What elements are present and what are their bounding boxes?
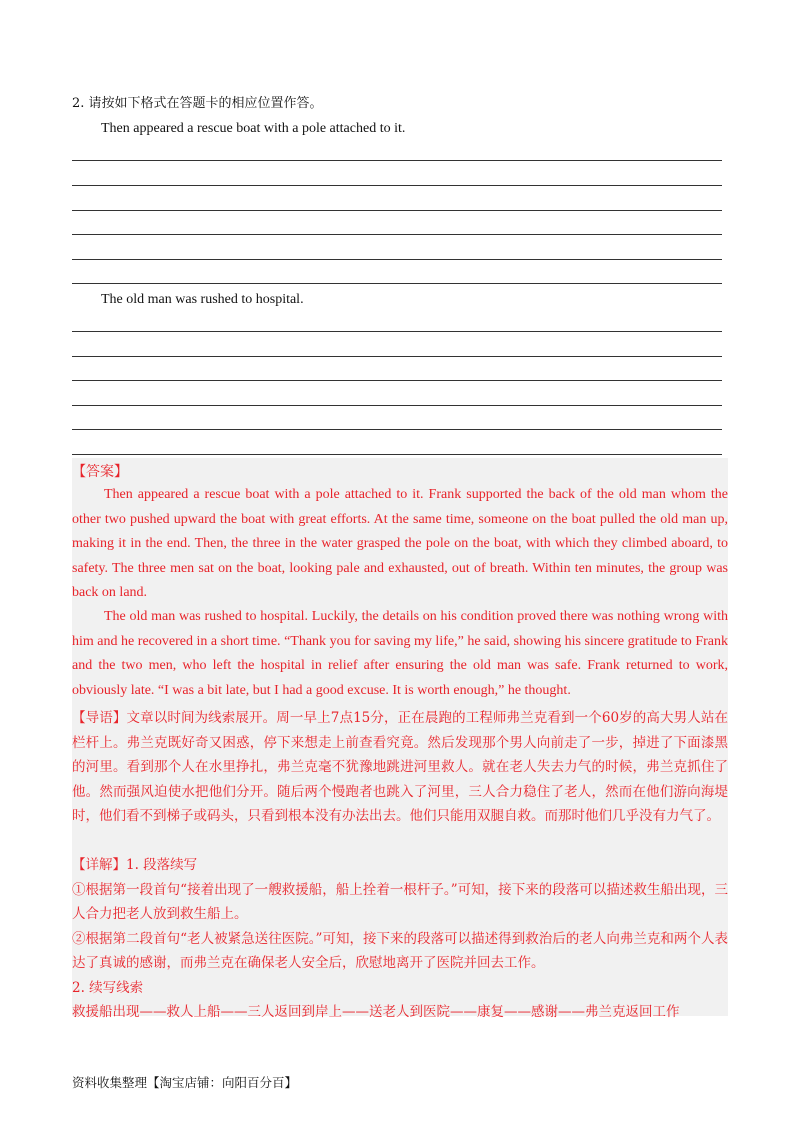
- answer-line: [72, 454, 722, 455]
- answer-line: [72, 356, 722, 357]
- answer-line: [72, 331, 722, 332]
- guide-text: 【导语】文章以时间为线索展开。周一早上7点15分，正在晨跑的工程师弗兰克看到一个60岁的高大男人站在栏杆上。弗兰克既好奇又困惑，停下来想走上前查看究竟。然后发现那个男人向前走了一步，掉进了下面漆黑的河里。看到那个人在水里挣扎，弗兰克毫不犹豫地跳进河里救人。就在老人失去力气的时候，弗兰克抓住了他。然而强风迫使水把他们分开。随后两个慢跑者也跳入了河里，三人合力稳住了老人，然而在他们游向海堤时，他们看不到梯子或码头，只看到根本没有办法出去。他们只能用双腿自救。而那时他们几乎没有力气了。: [72, 710, 728, 824]
- answer-line: [72, 234, 722, 235]
- answer-paragraph-2: The old man was rushed to hospital. Luckily, the details on his condition proved there was nothing wrong with him and he recovered in a short time. “Thank you for saving my life,” he said, showing his sincere gratitude to Frank and the two men, who left the hospital in relief after ensuring the old man was safe. Frank returned to work, obviously late. “I was a bit late, but I had a good excuse. It is worth enough,” he thought.: [72, 609, 728, 698]
- answer-line: [72, 210, 722, 211]
- detail-point-1: ①根据第一段首句“接着出现了一艘救援船，船上拴着一根杆子。”可知，接下来的段落可以描述救生船出现，三人合力把老人放到救生船上。: [72, 881, 728, 922]
- detail-section: [72, 853, 728, 1025]
- answer-line: [72, 380, 722, 381]
- answer-line: [72, 259, 722, 260]
- prompt-sentence-1: Then appeared a rescue boat with a pole attached to it.: [101, 121, 406, 136]
- answer-line: [72, 405, 722, 406]
- answer-paragraph-1: Then appeared a rescue boat with a pole attached to it. Frank supported the back of the old man whom the other two pushed upward the boat with great efforts. At the same time, someone on the boat pulled the old man up, making it in the end. Then, the three in the water grasped the pole on the boat, with which they climbed aboard, to safety. The three men sat on the boat, looking pale and exhausted, out of breath. Within ten minutes, the group was back on land.: [72, 487, 728, 600]
- detail-clue-line: 救援船出现——救人上船——三人返回到岸上——送老人到医院——康复——感谢——弗兰克返回工作: [72, 1004, 680, 1020]
- detail-subheading: 2. 续写线索: [72, 979, 144, 996]
- question-instruction: 2. 请按如下格式在答题卡的相应位置作答。: [72, 96, 323, 111]
- answer-line: [72, 283, 722, 284]
- answer-line: [72, 185, 722, 186]
- answer-line: [72, 429, 722, 430]
- detail-heading: 【详解】1. 段落续写: [72, 857, 198, 873]
- answer-line: [72, 160, 722, 161]
- detail-point-2: ②根据第二段首句“老人被紧急送往医院。”可知，接下来的段落可以描述得到救治后的老人向弗兰克和两个人表达了真诚的感谢，而弗兰克在确保老人安全后，欣慰地离开了医院并回去工作。: [72, 930, 728, 971]
- answer-label: 【答案】: [72, 464, 128, 480]
- prompt-sentence-2: The old man was rushed to hospital.: [101, 292, 304, 307]
- page-footer: 资料收集整理【淘宝店铺：向阳百分百】: [72, 1075, 298, 1090]
